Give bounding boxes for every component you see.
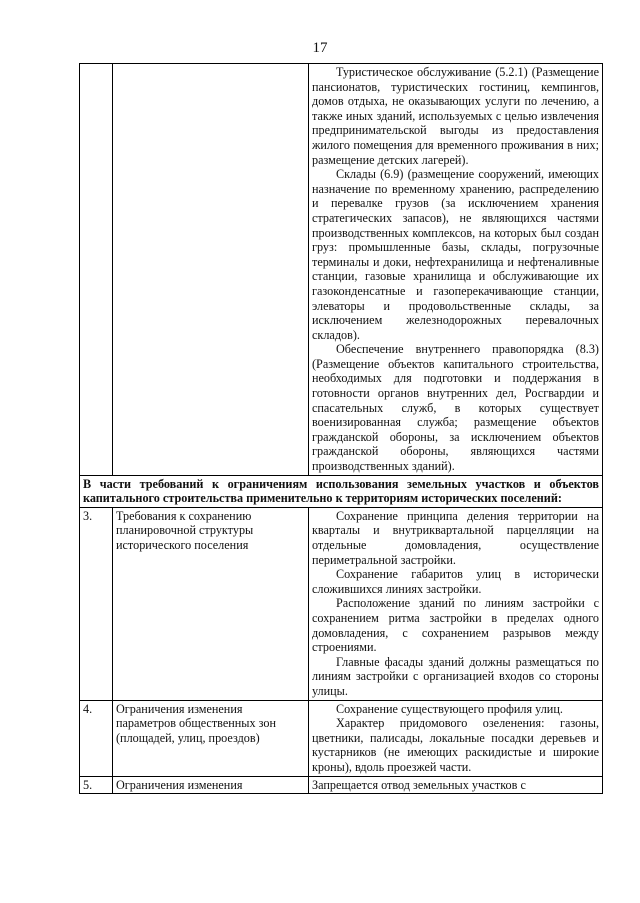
row-number: 4. <box>80 700 113 776</box>
paragraph: Характер придомового озеленения: газоны, цветники, палисады, локальные посадки деревьев и кустарников (не имеющих раскидистые и широкие кроны), вдоль проезжей части. <box>312 716 599 774</box>
cell-content <box>309 776 603 794</box>
row-requirement: Ограничения изменения параметров общественных зон (площадей, улиц, проездов) <box>113 700 309 776</box>
paragraph: Сохранение принципа деления территории на кварталы и внутриквартальной парцелляции на отдельные домовладения, осуществление периметральной застройки. <box>312 508 599 567</box>
cell-content <box>309 64 603 476</box>
table-row-section-heading <box>80 475 603 507</box>
paragraph: Расположение зданий по линиям застройки с сохранением ритма застройки в пределах одного домовладения, с сохранением разрывов между строениями. <box>312 596 599 655</box>
requirements-table <box>79 63 603 794</box>
paragraph: Обеспечение внутреннего правопорядка (8.3) (Размещение объектов капитального строительства, необходимых для подготовки и поддержания в готовности органов внутренних дел, Росгвардии и спасательных служб, в которых существует военизированная служба; размещение объектов гражданской обороны, за исключением объектов гражданской обороны, являющихся частями производственных зданий). <box>312 342 599 474</box>
row-number: 3. <box>80 507 113 700</box>
table-row-continuation <box>80 64 603 476</box>
table-row <box>80 776 603 794</box>
cell-requirement <box>113 64 309 476</box>
paragraph: Сохранение существующего профиля улиц. <box>336 701 563 716</box>
paragraph: Запрещается отвод земельных участков с <box>312 777 526 792</box>
cell-content <box>309 700 603 776</box>
row-number: 5. <box>80 776 113 794</box>
table-row <box>80 700 603 776</box>
section-heading: В части требований к ограничениям использования земельных участков и объектов капитального строительства применительно к территориям исторических поселений: <box>80 475 603 507</box>
table-row <box>80 507 603 700</box>
paragraph: Склады (6.9) (размещение сооружений, имеющих назначение по временному хранению, распределению и перевалке грузов (за исключением хранения стратегических запасов), не являющихся частями производственных комплексов, на которых был создан груз: промышленные базы, склады, погрузочные терминалы и доки, нефтехранилища и нефтеналивные станции, газовые хранилища и обслуживающие их газоконденсатные и газоперекачивающие станции, элеваторы и продовольственные склады, за исключением железнодорожных перевалочных складов). <box>312 167 599 342</box>
row-requirement: Ограничения изменения <box>113 776 309 794</box>
page-number: 17 <box>312 40 328 56</box>
row-requirement: Требования к сохранению планировочной структуры исторического поселения <box>113 507 309 700</box>
paragraph: Главные фасады зданий должны размещаться по линиям застройки с организацией входов со стороны улицы. <box>312 654 599 698</box>
paragraph: Сохранение габаритов улиц в исторически сложившихся линиях застройки. <box>312 567 599 596</box>
paragraph: Туристическое обслуживание (5.2.1) (Размещение пансионатов, туристических гостиниц, кемпингов, домов отдыха, не оказывающих услуги по лечению, а также иных зданий, используемых с целью извлечения предпринимательской выгоды из предоставления жилого помещения для временного проживания в них; размещение детских лагерей). <box>312 65 599 167</box>
cell-number <box>80 64 113 476</box>
cell-content <box>309 507 603 700</box>
